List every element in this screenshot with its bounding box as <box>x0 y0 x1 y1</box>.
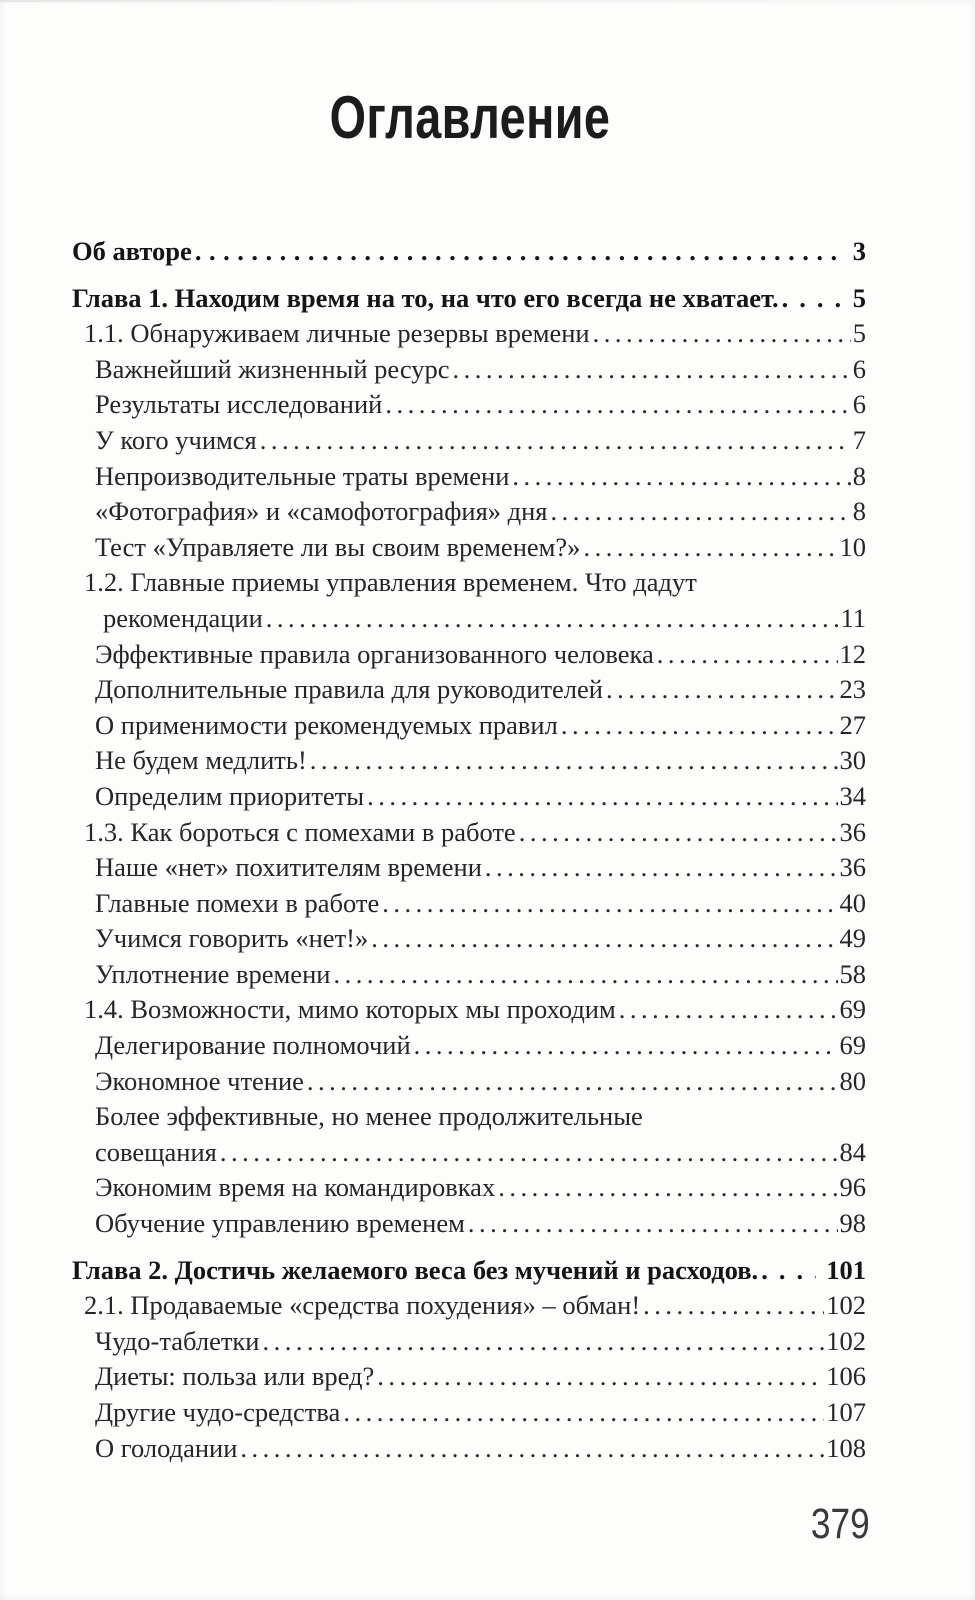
toc-leader-dots <box>343 1395 824 1431</box>
toc-entry-label: 1.2. Главные приемы управления временем. Что дадут <box>84 567 697 598</box>
toc-page-number: 11 <box>840 602 866 633</box>
toc-entry-label: Наше «нет» похитителям времени <box>95 852 482 883</box>
folio-page-number <box>798 1502 870 1546</box>
page-title-text: Оглавление <box>329 84 611 151</box>
toc-page-number: 102 <box>826 1290 866 1321</box>
toc-chapter-entry <box>72 281 866 317</box>
toc-entry-label: О применимости рекомендуемых правил <box>95 709 558 740</box>
toc-entry <box>72 1206 866 1242</box>
toc-entry <box>72 352 866 388</box>
toc-entry <box>72 672 866 708</box>
toc-entry-label: Глава 2. Достичь желаемого веса без мучений и расходов. <box>72 1254 759 1285</box>
toc-entry-label: Главные помехи в работе <box>95 887 380 918</box>
toc-page-number: 108 <box>826 1432 866 1463</box>
toc-entry <box>72 921 866 957</box>
toc-entry <box>72 957 866 993</box>
toc-page-number: 96 <box>839 1172 866 1203</box>
toc-entry-label: Чудо-таблетки <box>95 1325 260 1356</box>
toc-page-number: 40 <box>839 887 866 918</box>
toc-page-number: 80 <box>839 1065 866 1096</box>
toc-entry-label: Учимся говорить «нет!» <box>95 923 369 954</box>
toc-entry <box>72 1431 866 1467</box>
toc-leader-dots <box>382 886 837 922</box>
toc-leader-dots <box>468 1206 838 1242</box>
toc-leader-dots <box>367 779 837 815</box>
toc-leader-dots <box>307 1064 838 1100</box>
toc-entry <box>72 1170 866 1206</box>
toc-entry <box>72 494 866 530</box>
toc-entry-label: Делегирование полномочий <box>95 1030 411 1061</box>
toc-entry <box>72 1064 866 1100</box>
toc-leader-dots <box>561 708 838 744</box>
toc-leader-dots <box>333 957 837 993</box>
toc-entry <box>72 601 866 637</box>
toc-page-number: 27 <box>839 709 866 740</box>
toc-entry <box>72 779 866 815</box>
toc-entry-label: Глава 1. Находим время на то, на что его всегда не хватает. <box>72 282 779 313</box>
toc-page-number: 6 <box>852 353 866 384</box>
toc-chapter-entry <box>72 234 866 270</box>
toc-list <box>72 234 866 1466</box>
toc-page-number: 69 <box>839 994 866 1025</box>
toc-entry <box>72 1028 866 1064</box>
toc-page-number: 36 <box>839 816 866 847</box>
toc-leader-dots <box>761 1253 816 1289</box>
toc-entry-label: 1.1. Обнаруживаем личные резервы времени <box>84 318 590 349</box>
toc-entry-label: О голодании <box>95 1432 238 1463</box>
toc-entry-label: Дополнительные правила для руководителей <box>95 674 603 705</box>
toc-entry <box>72 1324 866 1360</box>
toc-entry-label: Эффективные правила организованного человека <box>95 638 654 669</box>
toc-leader-dots <box>310 743 838 779</box>
toc-entry-label: Об авторе <box>72 236 192 266</box>
toc-page-number: 5 <box>852 318 866 349</box>
toc-page-number: 7 <box>852 424 866 455</box>
toc-entry-label: «Фотография» и «самофотография» дня <box>95 496 548 527</box>
toc-entry <box>72 1135 866 1171</box>
toc-leader-dots <box>220 1135 838 1171</box>
toc-entry <box>72 850 866 886</box>
folio-page-number-text: 379 <box>811 1500 870 1548</box>
toc-page-number: 107 <box>826 1397 866 1427</box>
toc-entry-label: 1.3. Как бороться с помехами в работе <box>84 816 516 847</box>
toc-page-number: 3 <box>852 236 866 266</box>
toc-page-number: 106 <box>826 1361 866 1392</box>
toc-page-number: 10 <box>839 531 866 562</box>
toc-page-number: 49 <box>839 923 866 954</box>
toc-entry <box>72 1099 866 1135</box>
toc-entry-label: Не будем медлить! <box>95 745 307 776</box>
toc-entry-label: Диеты: польза или вред? <box>95 1361 375 1392</box>
page-title <box>72 82 868 154</box>
toc-leader-dots <box>240 1431 824 1467</box>
toc-leader-dots <box>782 281 843 317</box>
toc-leader-dots <box>593 316 851 352</box>
toc-leader-dots <box>262 1324 824 1360</box>
toc-leader-dots <box>512 459 850 495</box>
toc-entry-label: У кого учимся <box>95 424 257 455</box>
toc-leader-dots <box>643 1288 824 1324</box>
toc-entry <box>72 565 866 601</box>
toc-entry-label: Обучение управлению временем <box>95 1208 465 1239</box>
toc-entry-label: 1.4. Возможности, мимо которых мы проходим <box>84 994 616 1025</box>
toc-leader-dots <box>485 850 838 886</box>
toc-leader-dots <box>371 921 837 957</box>
toc-page-number: 12 <box>839 638 866 669</box>
toc-entry <box>72 423 866 459</box>
toc-page-number: 69 <box>839 1030 866 1061</box>
toc-entry-label: Важнейший жизненный ресурс <box>95 353 450 384</box>
toc-leader-dots <box>385 387 850 423</box>
toc-page-number: 8 <box>852 496 866 527</box>
toc-entry-label: Уплотнение времени <box>95 958 331 989</box>
toc-entry <box>72 1288 866 1324</box>
toc-page-number: 34 <box>839 780 866 811</box>
toc-leader-dots <box>266 601 839 637</box>
toc-entry <box>72 992 866 1028</box>
toc-entry-label: Более эффективные, но менее продолжительные <box>95 1101 643 1132</box>
toc-chapter-entry <box>72 1253 866 1289</box>
toc-entry <box>72 637 866 673</box>
toc-leader-dots <box>498 1170 837 1206</box>
toc-entry <box>72 815 866 851</box>
toc-entry <box>72 1359 866 1395</box>
toc-page-number: 6 <box>852 389 866 420</box>
toc-entry-label: рекомендации <box>103 602 263 633</box>
toc-leader-dots <box>619 992 838 1028</box>
toc-entry <box>72 387 866 423</box>
toc-leader-dots <box>657 637 838 673</box>
toc-page-number: 5 <box>852 282 866 313</box>
toc-page-number: 101 <box>826 1254 866 1285</box>
toc-page-number: 36 <box>839 852 866 883</box>
toc-leader-dots <box>453 352 851 388</box>
toc-entry-label: Результаты исследований <box>95 389 383 420</box>
toc-entry-label: Экономим время на командировках <box>95 1172 496 1203</box>
toc-page-number: 8 <box>852 460 866 491</box>
toc-entry <box>72 886 866 922</box>
toc-entry-label: Непроизводительные траты времени <box>95 460 510 491</box>
toc-entry-label: Другие чудо-средства <box>95 1397 341 1427</box>
toc-entry <box>72 743 866 779</box>
toc-leader-dots <box>519 815 838 851</box>
toc-entry-label: совещания <box>95 1136 217 1167</box>
toc-entry <box>72 708 866 744</box>
toc-leader-dots <box>260 423 851 459</box>
toc-page-number: 98 <box>839 1208 866 1239</box>
toc-page-number: 23 <box>839 674 866 705</box>
toc-entry-label: Тест «Управляете ли вы своим временем?» <box>95 531 581 562</box>
toc-page-number: 102 <box>826 1325 866 1356</box>
toc-entry <box>72 1395 866 1431</box>
toc-entry-label: Определим приоритеты <box>95 780 365 811</box>
toc-page-number: 84 <box>839 1136 866 1167</box>
toc-leader-dots <box>377 1359 824 1395</box>
toc-entry <box>72 459 866 495</box>
toc-entry-label: 2.1. Продаваемые «средства похудения» – обман! <box>84 1290 641 1321</box>
toc-leader-dots <box>606 672 838 708</box>
toc-leader-dots <box>551 494 851 530</box>
toc-leader-dots <box>414 1028 838 1064</box>
toc-entry-label: Экономное чтение <box>95 1065 304 1096</box>
toc-entry <box>72 530 866 566</box>
toc-page-number: 30 <box>839 745 866 776</box>
toc-page-number: 58 <box>839 958 866 989</box>
toc-entry <box>72 316 866 352</box>
toc-leader-dots <box>583 530 837 566</box>
toc-leader-dots <box>195 234 843 270</box>
